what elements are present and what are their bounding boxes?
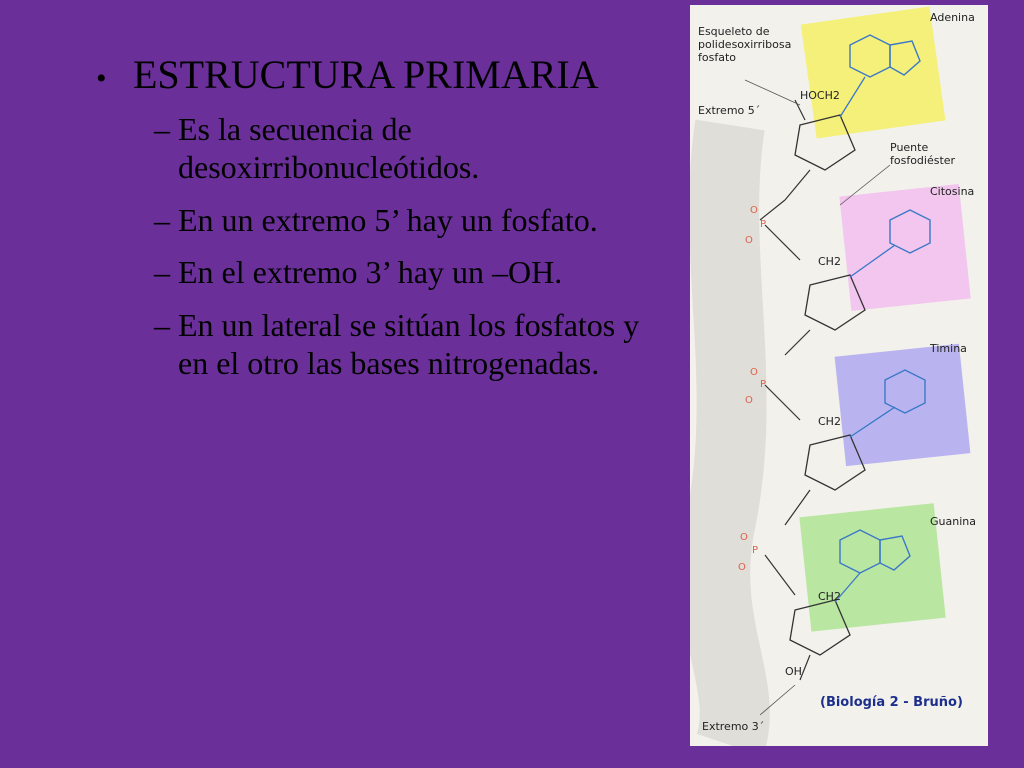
svg-text:O: O: [745, 395, 753, 406]
sub-points: [154, 110, 686, 382]
svg-text:O: O: [750, 367, 758, 378]
svg-text:P: P: [760, 219, 767, 230]
citosina-label: Citosina: [930, 185, 975, 198]
svg-text:P: P: [760, 379, 767, 390]
ch2-label: CH2: [818, 590, 841, 603]
slide-title: ESTRUCTURA PRIMARIA: [133, 52, 599, 97]
sub-point-text: Es la secuencia de desoxirribonucleótidos.: [178, 111, 480, 186]
citosina-box: [839, 184, 970, 311]
dna-strand-figure: [690, 5, 988, 746]
ch2-label: CH2: [818, 415, 841, 428]
end5-label: Extremo 5´: [698, 104, 761, 117]
oh-label: OH: [785, 665, 802, 678]
sub-point-text: En un extremo 5’ hay un fosfato.: [178, 201, 598, 238]
slide-content: [96, 52, 686, 396]
sub-point-text: En el extremo 3’ hay un –OH.: [178, 254, 563, 291]
svg-text:O: O: [750, 205, 758, 216]
och2-label: HOCH2: [800, 89, 840, 102]
title-bullet: [96, 52, 686, 98]
svg-text:O: O: [738, 562, 746, 573]
ch2-label: CH2: [818, 255, 841, 268]
guanina-label: Guanina: [930, 515, 976, 528]
sub-point-text: En un lateral se sitúan los fosfatos y en el otro las bases nitrogenadas.: [178, 306, 640, 381]
backbone-label: Esqueleto de polidesoxirribosa fosfato: [698, 25, 792, 65]
bullet-dot: •: [96, 62, 107, 95]
sub-point: – Es la secuencia de desoxirribonucleótidos.: [154, 110, 686, 187]
end3-label: Extremo 3´: [702, 720, 765, 733]
svg-text:P: P: [752, 545, 759, 556]
adenina-box: [801, 7, 946, 139]
sub-point: – En un lateral se sitúan los fosfatos y en el otro las bases nitrogenadas.: [154, 306, 686, 383]
svg-text:O: O: [740, 532, 748, 543]
sub-point: – En un extremo 5’ hay un fosfato.: [154, 201, 686, 239]
timina-label: Timina: [930, 342, 967, 355]
svg-text:O: O: [745, 235, 753, 246]
figure-credit: (Biología 2 - Bruño): [820, 695, 963, 710]
sub-point: – En el extremo 3’ hay un –OH.: [154, 253, 686, 291]
adenina-label: Adenina: [930, 11, 975, 24]
bridge-label: Puente fosfodiéster: [890, 141, 956, 168]
